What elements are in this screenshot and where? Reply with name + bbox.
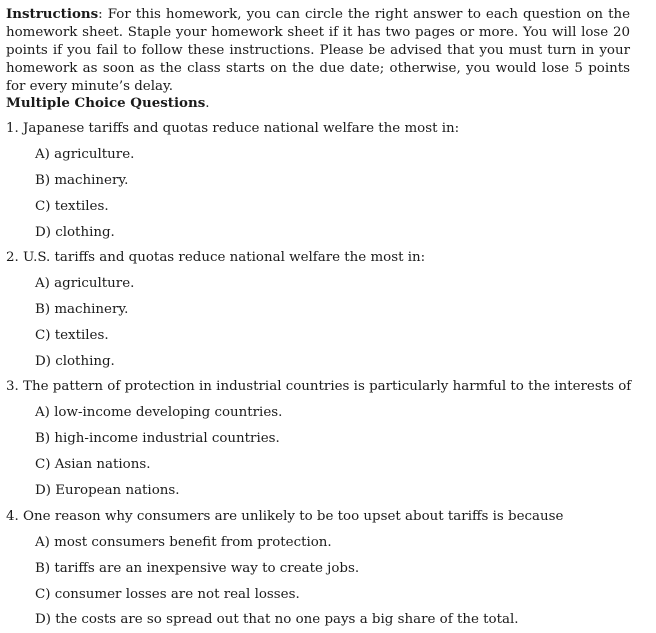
question-4: 4. One reason why consumers are unlikely to be too upset about tariffs is because	[6, 509, 564, 524]
question-2-option-c[interactable]: C) textiles.	[35, 328, 109, 343]
question-3-option-c[interactable]: C) Asian nations.	[35, 457, 151, 472]
question-1-option-b[interactable]: B) machinery.	[35, 173, 129, 188]
question-4-option-c[interactable]: C) consumer losses are not real losses.	[35, 587, 300, 602]
question-1: 1. Japanese tariffs and quotas reduce national welfare the most in:	[6, 121, 460, 136]
question-4-option-a[interactable]: A) most consumers benefit from protection.	[35, 535, 332, 550]
question-3-option-d[interactable]: D) European nations.	[35, 483, 180, 498]
section-title	[6, 94, 210, 113]
question-2-option-b[interactable]: B) machinery.	[35, 302, 129, 317]
question-1-option-d[interactable]: D) clothing.	[35, 225, 115, 240]
question-3-option-a[interactable]: A) low-income developing countries.	[35, 405, 283, 420]
question-2-option-a[interactable]: A) agriculture.	[35, 276, 135, 291]
section-title-period: .	[205, 96, 210, 111]
question-4-option-d[interactable]: D) the costs are so spread out that no one pays a big share of the total.	[35, 612, 519, 627]
question-4-option-b[interactable]: B) tariffs are an inexpensive way to create jobs.	[35, 561, 360, 576]
question-3: 3. The pattern of protection in industrial countries is particularly harmful to the interests of	[6, 379, 632, 394]
section-title-text: Multiple Choice Questions	[6, 95, 206, 111]
instructions-text: : For this homework, you can circle the right answer to each question on the homework sheet. Staple your homework sheet if it has two pages or more. You will lose 20 points if you fail to follow these instructions. Please be advised that you must turn in your homework as soon as the class starts on the due date; otherwise, you would lose 5 points for every minute’s delay.	[6, 7, 630, 94]
question-2-option-d[interactable]: D) clothing.	[35, 354, 115, 369]
question-1-option-a[interactable]: A) agriculture.	[35, 147, 135, 162]
instructions-label: Instructions	[6, 6, 99, 22]
question-3-option-b[interactable]: B) high-income industrial countries.	[35, 431, 280, 446]
instructions-paragraph	[6, 5, 630, 96]
question-1-option-c[interactable]: C) textiles.	[35, 199, 109, 214]
question-2: 2. U.S. tariffs and quotas reduce national welfare the most in:	[6, 250, 426, 265]
